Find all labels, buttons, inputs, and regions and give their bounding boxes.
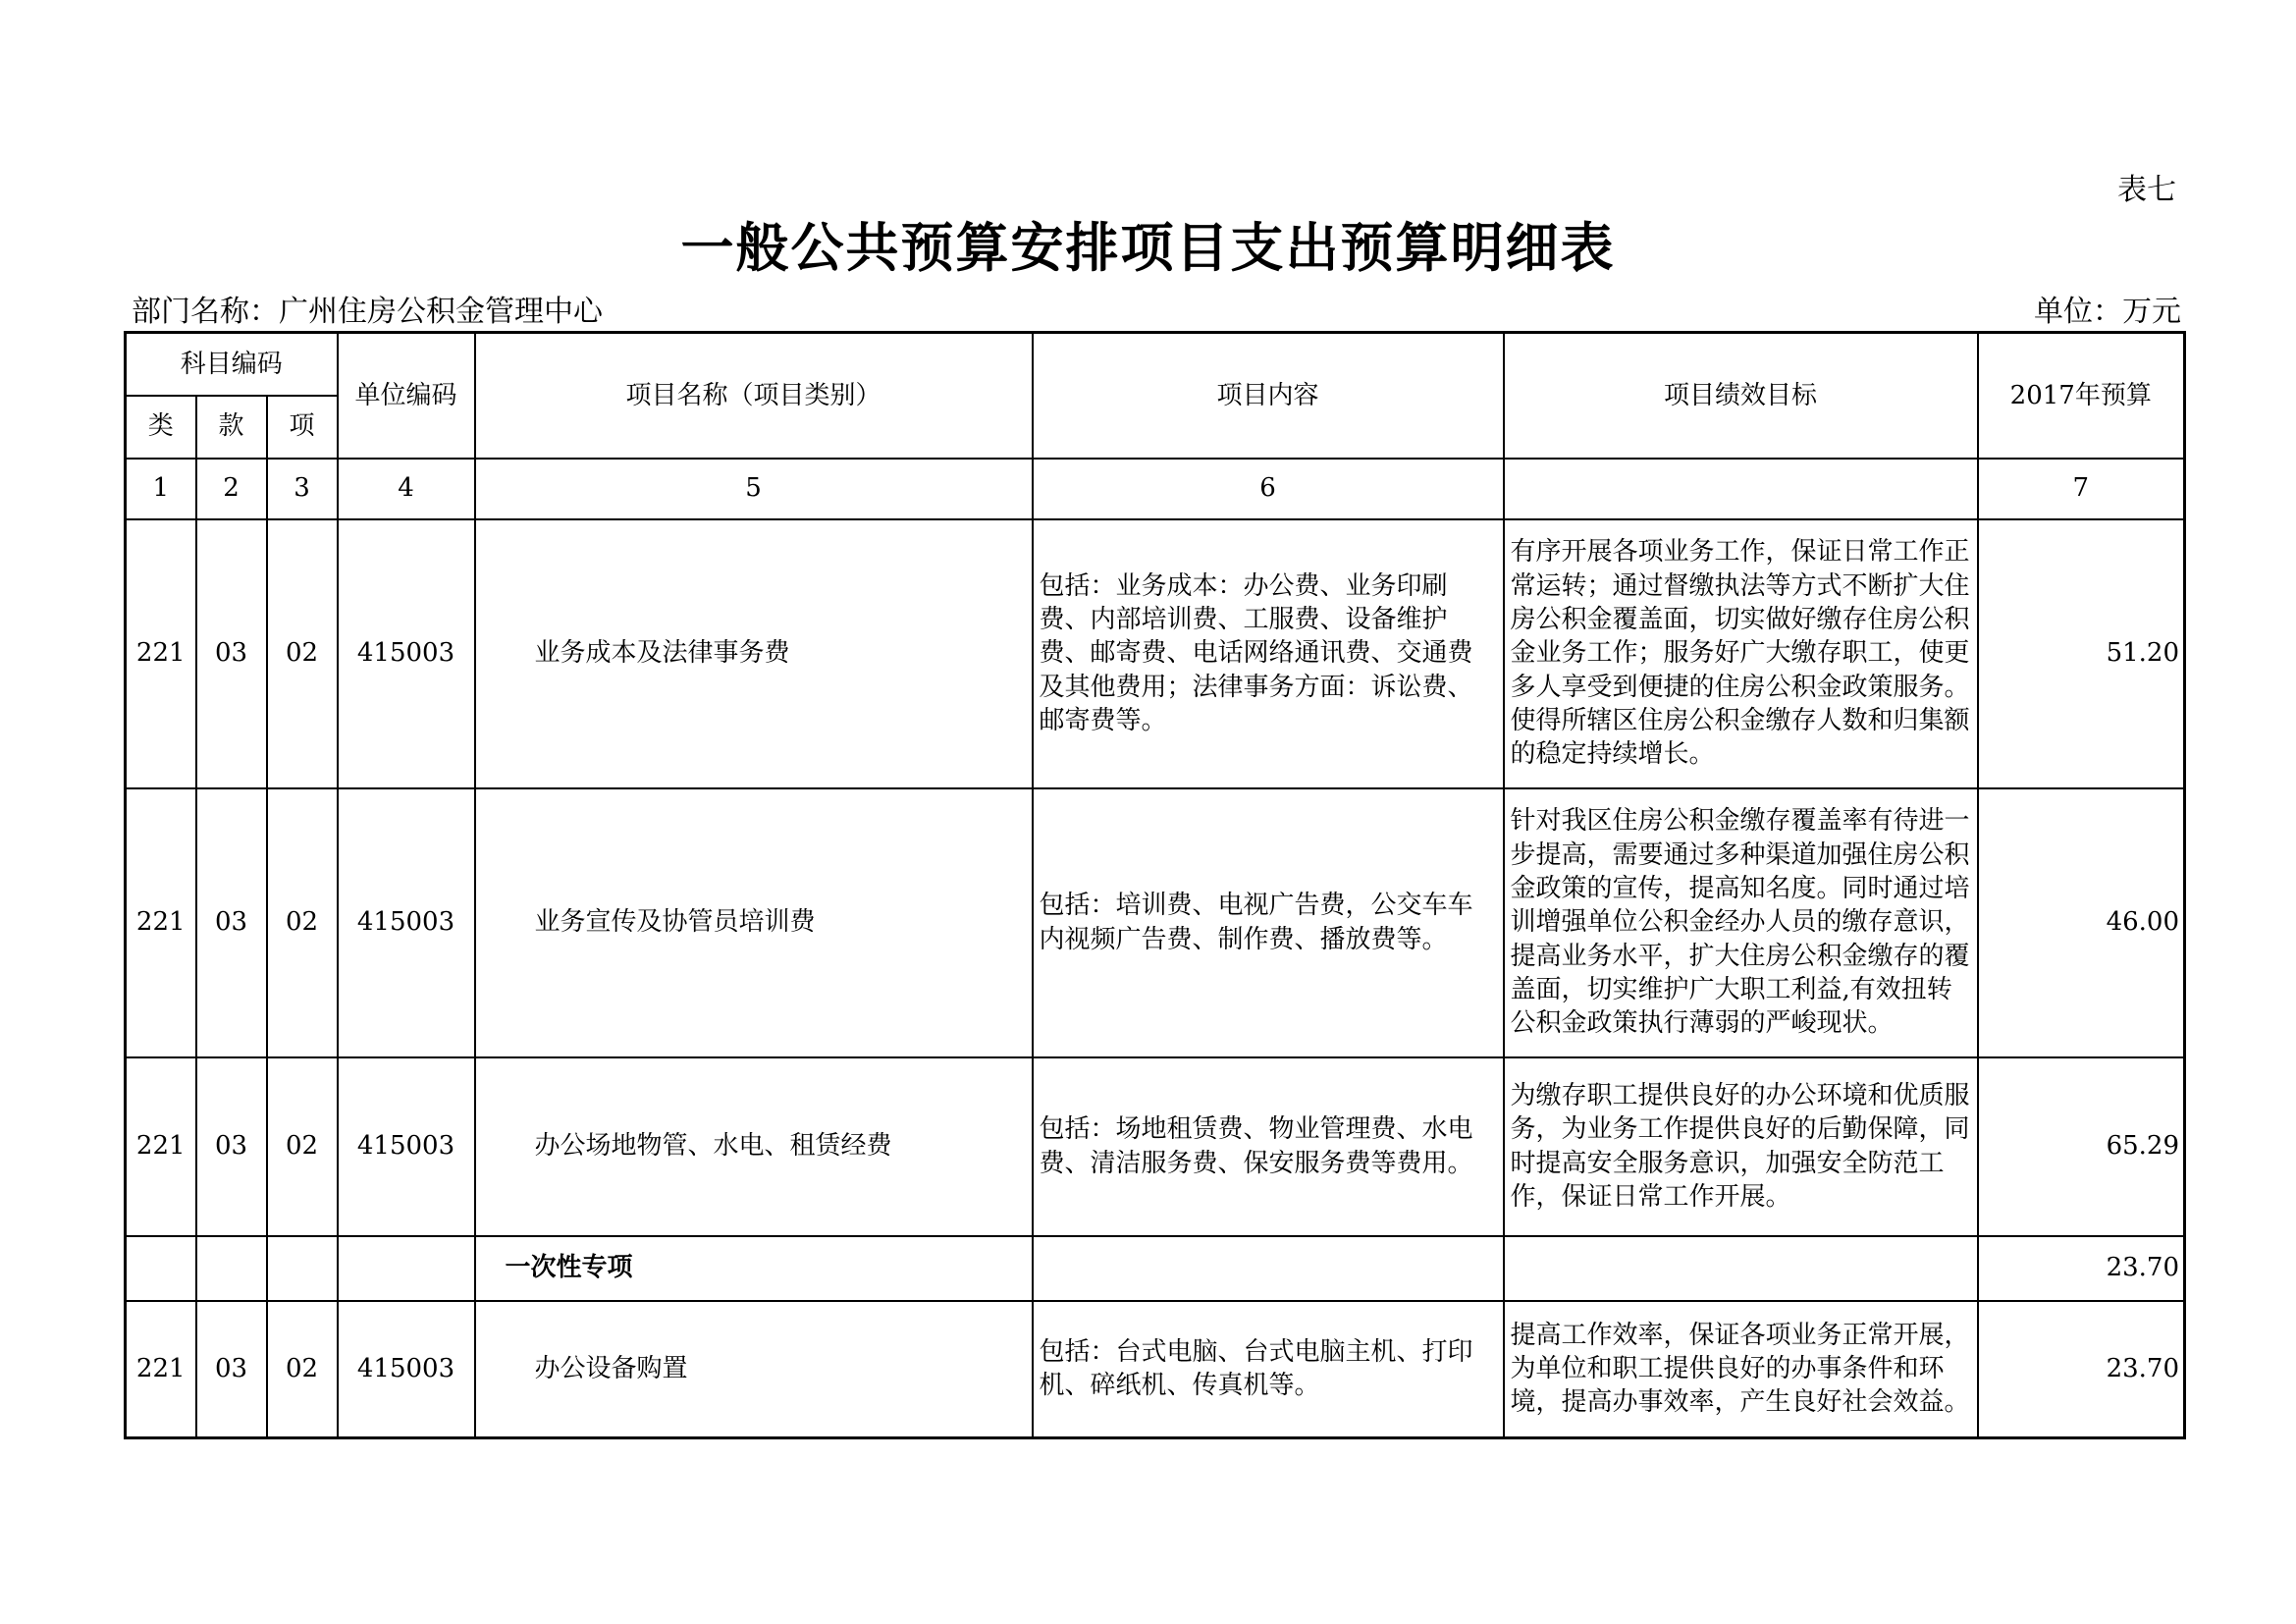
header-project-content: 项目内容 [1033, 333, 1504, 459]
cell-project-content: 包括：场地租赁费、物业管理费、水电费、清洁服务费、保安服务费等费用。 [1033, 1057, 1504, 1236]
cell-budget: 51.20 [1978, 519, 2185, 788]
header-performance-goal: 项目绩效目标 [1504, 333, 1978, 459]
cell-performance-goal: 有序开展各项业务工作，保证日常工作正常运转；通过督缴执法等方式不断扩大住房公积金覆盖面，切实做好缴存住房公积金业务工作；服务好广大缴存职工，使更多人享受到便捷的住房公积金政策服务。使得所辖区住房公积金缴存人数和归集额的稳定持续增长。 [1504, 519, 1978, 788]
index-cell: 2 [196, 459, 267, 519]
cell-kuan: 03 [196, 1301, 267, 1438]
cell-lei: 221 [126, 519, 196, 788]
index-cell: 4 [338, 459, 475, 519]
document-title: 一般公共预算安排项目支出预算明细表 [680, 216, 1616, 279]
index-row [126, 459, 2185, 519]
cell-empty [1504, 1236, 1978, 1301]
subtotal-budget: 23.70 [1978, 1236, 2185, 1301]
cell-kuan: 03 [196, 788, 267, 1057]
cell-empty [1033, 1236, 1504, 1301]
index-cell: 6 [1033, 459, 1504, 519]
cell-project-content: 包括：培训费、电视广告费，公交车车内视频广告费、制作费、播放费等。 [1033, 788, 1504, 1057]
table-row [126, 519, 2185, 788]
cell-unit-code: 415003 [338, 1057, 475, 1236]
cell-project-content: 包括：台式电脑、台式电脑主机、打印机、碎纸机、传真机等。 [1033, 1301, 1504, 1438]
table-number: 表七 [2117, 173, 2176, 207]
header-lei: 类 [126, 396, 196, 459]
subtotal-name: 一次性专项 [475, 1236, 1033, 1301]
cell-project-name: 业务成本及法律事务费 [475, 519, 1033, 788]
cell-performance-goal: 提高工作效率，保证各项业务正常开展，为单位和职工提供良好的办事条件和环境，提高办事效率，产生良好社会效益。 [1504, 1301, 1978, 1438]
index-cell: 1 [126, 459, 196, 519]
header-budget-2017: 2017年预算 [1978, 333, 2185, 459]
cell-unit-code: 415003 [338, 519, 475, 788]
cell-project-name: 办公场地物管、水电、租赁经费 [475, 1057, 1033, 1236]
unit-label: 单位：万元 [2034, 295, 2181, 329]
budget-table [124, 331, 2186, 1439]
table-row [126, 1057, 2185, 1236]
header-unit-code: 单位编码 [338, 333, 475, 459]
cell-performance-goal: 针对我区住房公积金缴存覆盖率有待进一步提高，需要通过多种渠道加强住房公积金政策的宣传，提高知名度。同时通过培训增强单位公积金经办人员的缴存意识，提高业务水平，扩大住房公积金缴存的覆盖面，切实维护广大职工利益,有效扭转公积金政策执行薄弱的严峻现状。 [1504, 788, 1978, 1057]
cell-kuan: 03 [196, 519, 267, 788]
cell-lei: 221 [126, 1057, 196, 1236]
cell-kuan: 03 [196, 1057, 267, 1236]
cell-xiang: 02 [267, 788, 338, 1057]
header-kuan: 款 [196, 396, 267, 459]
table-row [126, 788, 2185, 1057]
cell-lei: 221 [126, 1301, 196, 1438]
cell-empty [126, 1236, 196, 1301]
index-cell [1504, 459, 1978, 519]
cell-empty [267, 1236, 338, 1301]
cell-performance-goal: 为缴存职工提供良好的办公环境和优质服务，为业务工作提供良好的后勤保障，同时提高安全服务意识，加强安全防范工作，保证日常工作开展。 [1504, 1057, 1978, 1236]
cell-empty [338, 1236, 475, 1301]
index-cell: 7 [1978, 459, 2185, 519]
header-row-1 [126, 333, 2185, 396]
cell-lei: 221 [126, 788, 196, 1057]
cell-budget: 46.00 [1978, 788, 2185, 1057]
header-project-name: 项目名称（项目类别） [475, 333, 1033, 459]
meta-row [128, 287, 2181, 329]
cell-project-content: 包括：业务成本：办公费、业务印刷费、内部培训费、工服费、设备维护费、邮寄费、电话网络通讯费、交通费及其他费用；法律事务方面：诉讼费、邮寄费等。 [1033, 519, 1504, 788]
subtotal-row [126, 1236, 2185, 1301]
index-cell: 3 [267, 459, 338, 519]
cell-empty [196, 1236, 267, 1301]
cell-budget: 65.29 [1978, 1057, 2185, 1236]
cell-xiang: 02 [267, 1301, 338, 1438]
cell-unit-code: 415003 [338, 1301, 475, 1438]
cell-project-name: 业务宣传及协管员培训费 [475, 788, 1033, 1057]
index-cell: 5 [475, 459, 1033, 519]
cell-xiang: 02 [267, 519, 338, 788]
cell-unit-code: 415003 [338, 788, 475, 1057]
cell-xiang: 02 [267, 1057, 338, 1236]
table-row [126, 1301, 2185, 1438]
department-name: 部门名称：广州住房公积金管理中心 [132, 295, 603, 329]
header-xiang: 项 [267, 396, 338, 459]
header-subject-code: 科目编码 [126, 333, 338, 396]
cell-budget: 23.70 [1978, 1301, 2185, 1438]
cell-project-name: 办公设备购置 [475, 1301, 1033, 1438]
